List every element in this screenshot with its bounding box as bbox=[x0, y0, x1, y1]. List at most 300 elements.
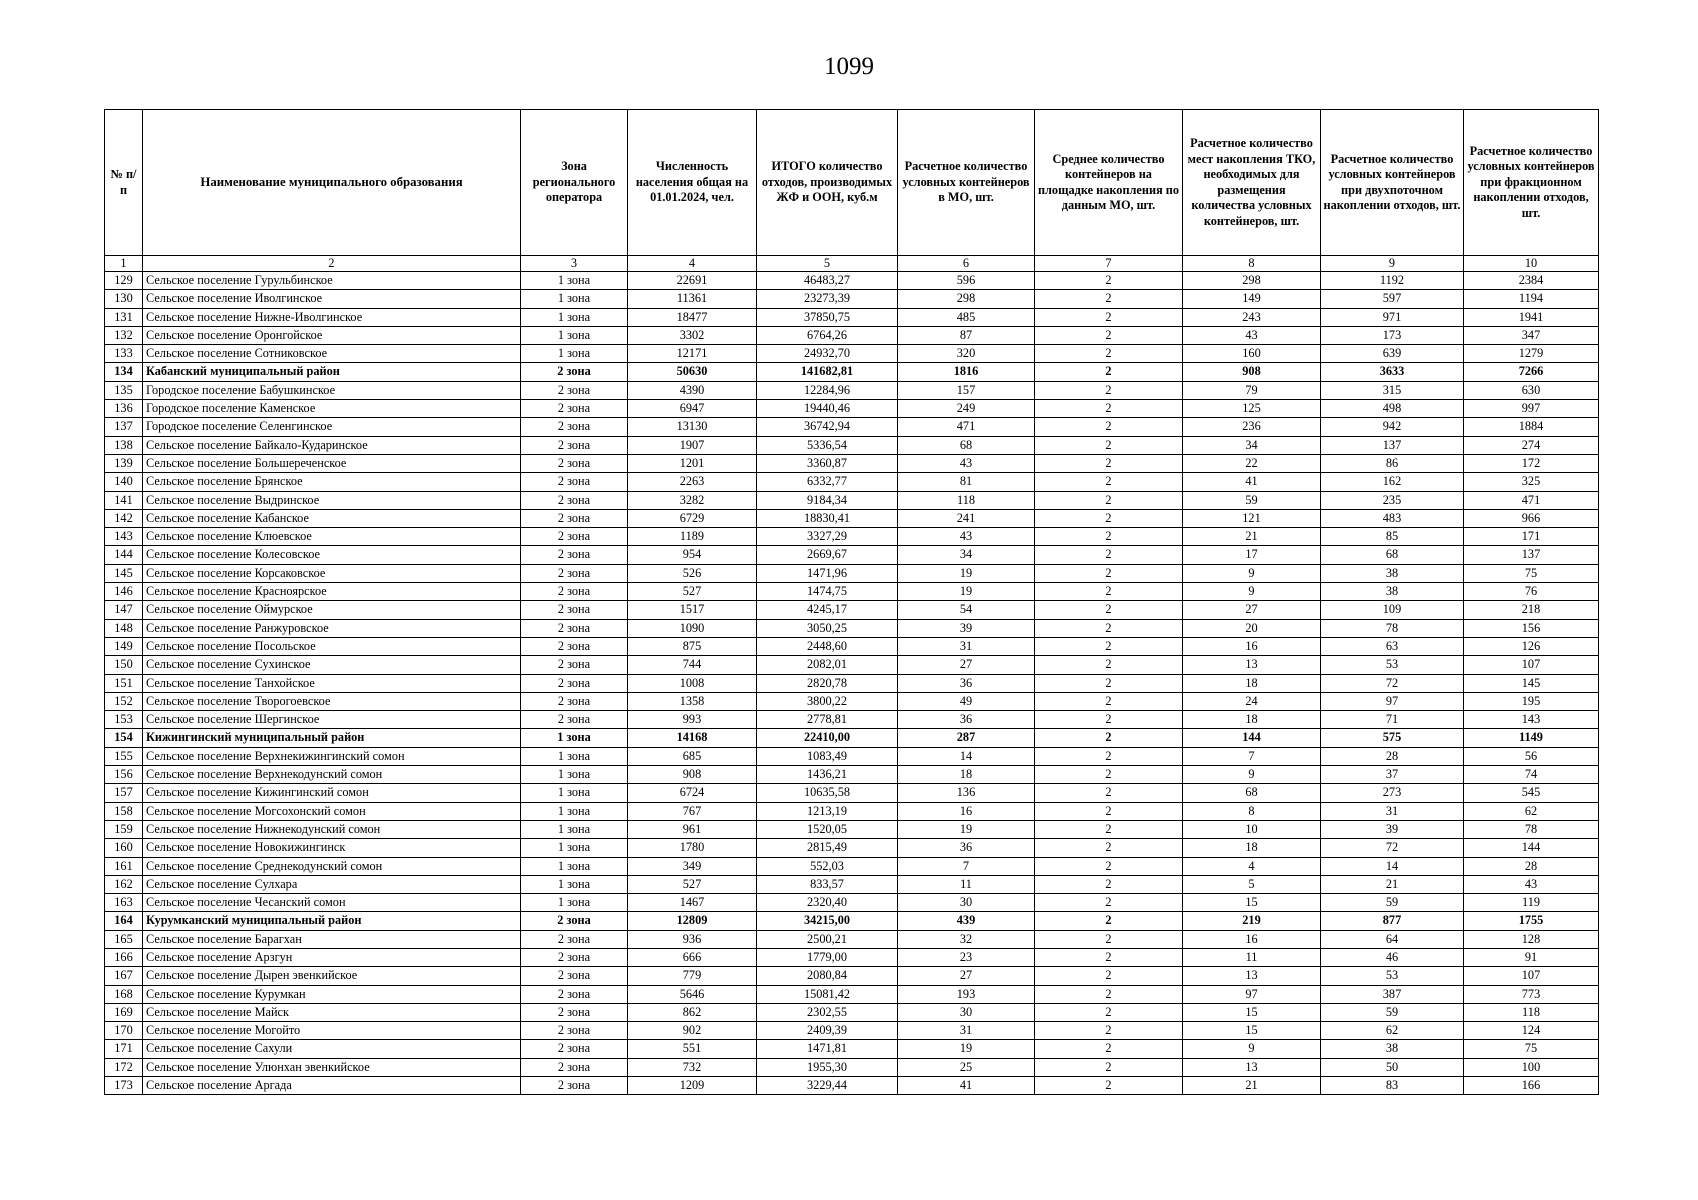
containers-estimated-cell: 87 bbox=[898, 326, 1035, 344]
table-row bbox=[105, 784, 1599, 802]
operator-zone-cell: 2 зона bbox=[521, 1077, 628, 1095]
containers-fractional-cell: 630 bbox=[1464, 381, 1599, 399]
municipality-name-cell: Сельское поселение Сухинское bbox=[143, 656, 521, 674]
total-waste-volume-cell: 23273,39 bbox=[757, 290, 898, 308]
containers-two-stream-cell: 85 bbox=[1321, 528, 1464, 546]
avg-containers-per-site-cell: 2 bbox=[1035, 930, 1183, 948]
municipality-name-cell: Сельское поселение Новокижингинск bbox=[143, 839, 521, 857]
operator-zone-cell: 2 зона bbox=[521, 656, 628, 674]
collection-sites-cell: 41 bbox=[1183, 473, 1321, 491]
containers-two-stream-cell: 498 bbox=[1321, 400, 1464, 418]
municipality-name-cell: Сельское поселение Нижне-Иволгинское bbox=[143, 308, 521, 326]
avg-containers-per-site-cell: 2 bbox=[1035, 729, 1183, 747]
avg-containers-per-site-cell: 2 bbox=[1035, 1040, 1183, 1058]
municipality-name-cell: Сельское поселение Нижнекодунский сомон bbox=[143, 820, 521, 838]
containers-fractional-cell: 126 bbox=[1464, 637, 1599, 655]
table-row bbox=[105, 473, 1599, 491]
containers-estimated-cell: 68 bbox=[898, 436, 1035, 454]
population-cell: 349 bbox=[628, 857, 757, 875]
containers-estimated-cell: 298 bbox=[898, 290, 1035, 308]
population-cell: 12171 bbox=[628, 345, 757, 363]
row-number-cell: 157 bbox=[105, 784, 143, 802]
municipality-name-cell: Сельское поселение Могсохонский сомон bbox=[143, 802, 521, 820]
containers-fractional-cell: 124 bbox=[1464, 1022, 1599, 1040]
collection-sites-cell: 149 bbox=[1183, 290, 1321, 308]
municipality-name-cell: Сельское поселение Барагхан bbox=[143, 930, 521, 948]
header-operator-zone: Зона регионального оператора bbox=[521, 110, 628, 256]
municipality-name-cell: Сельское поселение Иволгинское bbox=[143, 290, 521, 308]
total-waste-volume-cell: 3050,25 bbox=[757, 619, 898, 637]
row-number-cell: 170 bbox=[105, 1022, 143, 1040]
containers-fractional-cell: 1194 bbox=[1464, 290, 1599, 308]
collection-sites-cell: 15 bbox=[1183, 1003, 1321, 1021]
row-number-cell: 142 bbox=[105, 509, 143, 527]
population-cell: 12809 bbox=[628, 912, 757, 930]
operator-zone-cell: 2 зона bbox=[521, 491, 628, 509]
row-number-cell: 155 bbox=[105, 747, 143, 765]
containers-estimated-cell: 118 bbox=[898, 491, 1035, 509]
total-waste-volume-cell: 15081,42 bbox=[757, 985, 898, 1003]
population-cell: 1090 bbox=[628, 619, 757, 637]
table-row bbox=[105, 1058, 1599, 1076]
containers-estimated-cell: 249 bbox=[898, 400, 1035, 418]
municipality-name-cell: Сельское поселение Верхнекодунский сомон bbox=[143, 766, 521, 784]
containers-estimated-cell: 36 bbox=[898, 674, 1035, 692]
containers-two-stream-cell: 83 bbox=[1321, 1077, 1464, 1095]
containers-fractional-cell: 118 bbox=[1464, 1003, 1599, 1021]
row-number-cell: 152 bbox=[105, 692, 143, 710]
avg-containers-per-site-cell: 2 bbox=[1035, 400, 1183, 418]
total-waste-volume-cell: 2820,78 bbox=[757, 674, 898, 692]
column-number: 5 bbox=[757, 256, 898, 272]
table-row bbox=[105, 272, 1599, 290]
avg-containers-per-site-cell: 2 bbox=[1035, 1058, 1183, 1076]
municipality-name-cell: Городское поселение Каменское bbox=[143, 400, 521, 418]
row-number-cell: 147 bbox=[105, 601, 143, 619]
population-cell: 6729 bbox=[628, 509, 757, 527]
row-number-cell: 134 bbox=[105, 363, 143, 381]
municipality-name-cell: Сельское поселение Кижингинский сомон bbox=[143, 784, 521, 802]
table-body bbox=[105, 272, 1599, 1095]
operator-zone-cell: 2 зона bbox=[521, 1022, 628, 1040]
municipality-name-cell: Сельское поселение Улюнхан эвенкийское bbox=[143, 1058, 521, 1076]
avg-containers-per-site-cell: 2 bbox=[1035, 491, 1183, 509]
collection-sites-cell: 298 bbox=[1183, 272, 1321, 290]
operator-zone-cell: 1 зона bbox=[521, 345, 628, 363]
containers-fractional-cell: 166 bbox=[1464, 1077, 1599, 1095]
population-cell: 18477 bbox=[628, 308, 757, 326]
header-containers-fractional: Расчетное количество условных контейнеров при фракционном накоплении отходов, шт. bbox=[1464, 110, 1599, 256]
population-cell: 5646 bbox=[628, 985, 757, 1003]
municipality-name-cell: Сельское поселение Танхойское bbox=[143, 674, 521, 692]
operator-zone-cell: 2 зона bbox=[521, 509, 628, 527]
operator-zone-cell: 2 зона bbox=[521, 619, 628, 637]
column-number: 9 bbox=[1321, 256, 1464, 272]
avg-containers-per-site-cell: 2 bbox=[1035, 473, 1183, 491]
row-number-cell: 169 bbox=[105, 1003, 143, 1021]
containers-estimated-cell: 31 bbox=[898, 1022, 1035, 1040]
avg-containers-per-site-cell: 2 bbox=[1035, 436, 1183, 454]
population-cell: 6947 bbox=[628, 400, 757, 418]
total-waste-volume-cell: 46483,27 bbox=[757, 272, 898, 290]
row-number-cell: 150 bbox=[105, 656, 143, 674]
avg-containers-per-site-cell: 2 bbox=[1035, 912, 1183, 930]
page-number: 1099 bbox=[824, 53, 874, 80]
containers-fractional-cell: 143 bbox=[1464, 711, 1599, 729]
municipality-name-cell: Сельское поселение Курумкан bbox=[143, 985, 521, 1003]
collection-sites-cell: 15 bbox=[1183, 894, 1321, 912]
column-number: 8 bbox=[1183, 256, 1321, 272]
municipality-name-cell: Кабанский муниципальный район bbox=[143, 363, 521, 381]
containers-fractional-cell: 2384 bbox=[1464, 272, 1599, 290]
table-row bbox=[105, 711, 1599, 729]
municipality-name-cell: Сельское поселение Сотниковское bbox=[143, 345, 521, 363]
containers-fractional-cell: 1755 bbox=[1464, 912, 1599, 930]
row-number-cell: 156 bbox=[105, 766, 143, 784]
total-waste-volume-cell: 9184,34 bbox=[757, 491, 898, 509]
population-cell: 1780 bbox=[628, 839, 757, 857]
containers-two-stream-cell: 235 bbox=[1321, 491, 1464, 509]
containers-fractional-cell: 966 bbox=[1464, 509, 1599, 527]
containers-fractional-cell: 75 bbox=[1464, 1040, 1599, 1058]
containers-fractional-cell: 128 bbox=[1464, 930, 1599, 948]
municipality-name-cell: Сельское поселение Гурульбинское bbox=[143, 272, 521, 290]
population-cell: 4390 bbox=[628, 381, 757, 399]
avg-containers-per-site-cell: 2 bbox=[1035, 345, 1183, 363]
municipality-name-cell: Сельское поселение Красноярское bbox=[143, 583, 521, 601]
table-row bbox=[105, 1022, 1599, 1040]
containers-estimated-cell: 19 bbox=[898, 564, 1035, 582]
municipality-name-cell: Сельское поселение Могойто bbox=[143, 1022, 521, 1040]
total-waste-volume-cell: 2669,67 bbox=[757, 546, 898, 564]
row-number-cell: 143 bbox=[105, 528, 143, 546]
table-row bbox=[105, 1003, 1599, 1021]
population-cell: 961 bbox=[628, 820, 757, 838]
row-number-cell: 136 bbox=[105, 400, 143, 418]
avg-containers-per-site-cell: 2 bbox=[1035, 418, 1183, 436]
containers-estimated-cell: 43 bbox=[898, 454, 1035, 472]
table-row bbox=[105, 766, 1599, 784]
operator-zone-cell: 1 зона bbox=[521, 290, 628, 308]
avg-containers-per-site-cell: 2 bbox=[1035, 894, 1183, 912]
population-cell: 779 bbox=[628, 967, 757, 985]
table-row bbox=[105, 894, 1599, 912]
row-number-cell: 168 bbox=[105, 985, 143, 1003]
collection-sites-cell: 24 bbox=[1183, 692, 1321, 710]
row-number-cell: 132 bbox=[105, 326, 143, 344]
row-number-cell: 171 bbox=[105, 1040, 143, 1058]
containers-estimated-cell: 27 bbox=[898, 656, 1035, 674]
operator-zone-cell: 1 зона bbox=[521, 839, 628, 857]
containers-two-stream-cell: 162 bbox=[1321, 473, 1464, 491]
header-containers-estimated: Расчетное количество условных контейнеров в МО, шт. bbox=[898, 110, 1035, 256]
containers-two-stream-cell: 37 bbox=[1321, 766, 1464, 784]
containers-two-stream-cell: 38 bbox=[1321, 564, 1464, 582]
collection-sites-cell: 21 bbox=[1183, 528, 1321, 546]
collection-sites-cell: 43 bbox=[1183, 326, 1321, 344]
collection-sites-cell: 9 bbox=[1183, 1040, 1321, 1058]
containers-two-stream-cell: 315 bbox=[1321, 381, 1464, 399]
row-number-cell: 165 bbox=[105, 930, 143, 948]
population-cell: 3302 bbox=[628, 326, 757, 344]
operator-zone-cell: 1 зона bbox=[521, 272, 628, 290]
population-cell: 14168 bbox=[628, 729, 757, 747]
table-row bbox=[105, 857, 1599, 875]
containers-two-stream-cell: 273 bbox=[1321, 784, 1464, 802]
table-row bbox=[105, 802, 1599, 820]
row-number-cell: 141 bbox=[105, 491, 143, 509]
avg-containers-per-site-cell: 2 bbox=[1035, 528, 1183, 546]
column-number: 3 bbox=[521, 256, 628, 272]
containers-estimated-cell: 16 bbox=[898, 802, 1035, 820]
operator-zone-cell: 2 зона bbox=[521, 528, 628, 546]
total-waste-volume-cell: 22410,00 bbox=[757, 729, 898, 747]
collection-sites-cell: 18 bbox=[1183, 839, 1321, 857]
table-row bbox=[105, 601, 1599, 619]
containers-two-stream-cell: 877 bbox=[1321, 912, 1464, 930]
containers-fractional-cell: 218 bbox=[1464, 601, 1599, 619]
municipality-name-cell: Сельское поселение Ранжуровское bbox=[143, 619, 521, 637]
total-waste-volume-cell: 24932,70 bbox=[757, 345, 898, 363]
header-collection-sites: Расчетное количество мест накопления ТКО, необходимых для размещения количества условных контейнеров, шт. bbox=[1183, 110, 1321, 256]
containers-estimated-cell: 320 bbox=[898, 345, 1035, 363]
operator-zone-cell: 1 зона bbox=[521, 894, 628, 912]
operator-zone-cell: 2 зона bbox=[521, 912, 628, 930]
avg-containers-per-site-cell: 2 bbox=[1035, 1003, 1183, 1021]
municipality-name-cell: Городское поселение Селенгинское bbox=[143, 418, 521, 436]
population-cell: 527 bbox=[628, 583, 757, 601]
municipality-name-cell: Сельское поселение Оймурское bbox=[143, 601, 521, 619]
containers-two-stream-cell: 483 bbox=[1321, 509, 1464, 527]
containers-two-stream-cell: 597 bbox=[1321, 290, 1464, 308]
row-number-cell: 131 bbox=[105, 308, 143, 326]
containers-estimated-cell: 39 bbox=[898, 619, 1035, 637]
containers-fractional-cell: 43 bbox=[1464, 875, 1599, 893]
total-waste-volume-cell: 2778,81 bbox=[757, 711, 898, 729]
collection-sites-cell: 13 bbox=[1183, 967, 1321, 985]
containers-estimated-cell: 30 bbox=[898, 1003, 1035, 1021]
containers-two-stream-cell: 46 bbox=[1321, 948, 1464, 966]
total-waste-volume-cell: 18830,41 bbox=[757, 509, 898, 527]
collection-sites-cell: 22 bbox=[1183, 454, 1321, 472]
containers-estimated-cell: 18 bbox=[898, 766, 1035, 784]
row-number-cell: 139 bbox=[105, 454, 143, 472]
containers-estimated-cell: 439 bbox=[898, 912, 1035, 930]
operator-zone-cell: 2 зона bbox=[521, 564, 628, 582]
containers-two-stream-cell: 53 bbox=[1321, 656, 1464, 674]
operator-zone-cell: 2 зона bbox=[521, 1003, 628, 1021]
municipality-name-cell: Сельское поселение Чесанский сомон bbox=[143, 894, 521, 912]
containers-fractional-cell: 1941 bbox=[1464, 308, 1599, 326]
population-cell: 527 bbox=[628, 875, 757, 893]
total-waste-volume-cell: 552,03 bbox=[757, 857, 898, 875]
containers-estimated-cell: 596 bbox=[898, 272, 1035, 290]
total-waste-volume-cell: 1520,05 bbox=[757, 820, 898, 838]
row-number-cell: 153 bbox=[105, 711, 143, 729]
containers-estimated-cell: 1816 bbox=[898, 363, 1035, 381]
avg-containers-per-site-cell: 2 bbox=[1035, 564, 1183, 582]
containers-two-stream-cell: 62 bbox=[1321, 1022, 1464, 1040]
containers-estimated-cell: 36 bbox=[898, 839, 1035, 857]
population-cell: 551 bbox=[628, 1040, 757, 1058]
municipality-name-cell: Сельское поселение Сулхара bbox=[143, 875, 521, 893]
header-number: № п/п bbox=[105, 110, 143, 256]
table-row bbox=[105, 692, 1599, 710]
population-cell: 666 bbox=[628, 948, 757, 966]
total-waste-volume-cell: 2815,49 bbox=[757, 839, 898, 857]
containers-two-stream-cell: 942 bbox=[1321, 418, 1464, 436]
containers-fractional-cell: 75 bbox=[1464, 564, 1599, 582]
total-waste-volume-cell: 833,57 bbox=[757, 875, 898, 893]
avg-containers-per-site-cell: 2 bbox=[1035, 619, 1183, 637]
population-cell: 1517 bbox=[628, 601, 757, 619]
table-row bbox=[105, 875, 1599, 893]
population-cell: 13130 bbox=[628, 418, 757, 436]
row-number-cell: 159 bbox=[105, 820, 143, 838]
row-number-cell: 151 bbox=[105, 674, 143, 692]
containers-estimated-cell: 19 bbox=[898, 820, 1035, 838]
collection-sites-cell: 121 bbox=[1183, 509, 1321, 527]
table-header-row bbox=[105, 110, 1599, 256]
containers-estimated-cell: 136 bbox=[898, 784, 1035, 802]
containers-estimated-cell: 31 bbox=[898, 637, 1035, 655]
total-waste-volume-cell: 5336,54 bbox=[757, 436, 898, 454]
population-cell: 1358 bbox=[628, 692, 757, 710]
containers-two-stream-cell: 72 bbox=[1321, 839, 1464, 857]
table-row bbox=[105, 948, 1599, 966]
population-cell: 50630 bbox=[628, 363, 757, 381]
containers-estimated-cell: 32 bbox=[898, 930, 1035, 948]
collection-sites-cell: 125 bbox=[1183, 400, 1321, 418]
collection-sites-cell: 16 bbox=[1183, 930, 1321, 948]
table-row bbox=[105, 454, 1599, 472]
total-waste-volume-cell: 2448,60 bbox=[757, 637, 898, 655]
total-waste-volume-cell: 19440,46 bbox=[757, 400, 898, 418]
column-number: 7 bbox=[1035, 256, 1183, 272]
containers-two-stream-cell: 53 bbox=[1321, 967, 1464, 985]
containers-estimated-cell: 241 bbox=[898, 509, 1035, 527]
avg-containers-per-site-cell: 2 bbox=[1035, 711, 1183, 729]
row-number-cell: 145 bbox=[105, 564, 143, 582]
table-row bbox=[105, 637, 1599, 655]
operator-zone-cell: 2 зона bbox=[521, 692, 628, 710]
containers-two-stream-cell: 639 bbox=[1321, 345, 1464, 363]
row-number-cell: 138 bbox=[105, 436, 143, 454]
operator-zone-cell: 2 зона bbox=[521, 967, 628, 985]
operator-zone-cell: 1 зона bbox=[521, 766, 628, 784]
containers-estimated-cell: 25 bbox=[898, 1058, 1035, 1076]
collection-sites-cell: 8 bbox=[1183, 802, 1321, 820]
containers-two-stream-cell: 38 bbox=[1321, 1040, 1464, 1058]
containers-fractional-cell: 545 bbox=[1464, 784, 1599, 802]
containers-estimated-cell: 34 bbox=[898, 546, 1035, 564]
containers-two-stream-cell: 64 bbox=[1321, 930, 1464, 948]
total-waste-volume-cell: 2320,40 bbox=[757, 894, 898, 912]
collection-sites-cell: 908 bbox=[1183, 363, 1321, 381]
municipality-name-cell: Сельское поселение Оронгойское bbox=[143, 326, 521, 344]
municipality-name-cell: Сельское поселение Большереченское bbox=[143, 454, 521, 472]
containers-fractional-cell: 78 bbox=[1464, 820, 1599, 838]
containers-fractional-cell: 144 bbox=[1464, 839, 1599, 857]
population-cell: 993 bbox=[628, 711, 757, 729]
operator-zone-cell: 2 зона bbox=[521, 1040, 628, 1058]
total-waste-volume-cell: 2302,55 bbox=[757, 1003, 898, 1021]
total-waste-volume-cell: 141682,81 bbox=[757, 363, 898, 381]
total-waste-volume-cell: 12284,96 bbox=[757, 381, 898, 399]
containers-two-stream-cell: 137 bbox=[1321, 436, 1464, 454]
collection-sites-cell: 9 bbox=[1183, 583, 1321, 601]
municipality-name-cell: Сельское поселение Арзгун bbox=[143, 948, 521, 966]
avg-containers-per-site-cell: 2 bbox=[1035, 1077, 1183, 1095]
waste-containers-table bbox=[104, 109, 1599, 1095]
row-number-cell: 140 bbox=[105, 473, 143, 491]
containers-fractional-cell: 119 bbox=[1464, 894, 1599, 912]
municipality-name-cell: Сельское поселение Сахули bbox=[143, 1040, 521, 1058]
avg-containers-per-site-cell: 2 bbox=[1035, 766, 1183, 784]
avg-containers-per-site-cell: 2 bbox=[1035, 546, 1183, 564]
containers-estimated-cell: 485 bbox=[898, 308, 1035, 326]
containers-fractional-cell: 195 bbox=[1464, 692, 1599, 710]
containers-two-stream-cell: 63 bbox=[1321, 637, 1464, 655]
population-cell: 685 bbox=[628, 747, 757, 765]
avg-containers-per-site-cell: 2 bbox=[1035, 290, 1183, 308]
municipality-name-cell: Сельское поселение Среднекодунский сомон bbox=[143, 857, 521, 875]
operator-zone-cell: 2 зона bbox=[521, 637, 628, 655]
population-cell: 908 bbox=[628, 766, 757, 784]
column-number: 4 bbox=[628, 256, 757, 272]
containers-estimated-cell: 54 bbox=[898, 601, 1035, 619]
operator-zone-cell: 1 зона bbox=[521, 875, 628, 893]
collection-sites-cell: 160 bbox=[1183, 345, 1321, 363]
row-number-cell: 166 bbox=[105, 948, 143, 966]
population-cell: 954 bbox=[628, 546, 757, 564]
operator-zone-cell: 2 зона bbox=[521, 711, 628, 729]
containers-estimated-cell: 23 bbox=[898, 948, 1035, 966]
collection-sites-cell: 18 bbox=[1183, 674, 1321, 692]
collection-sites-cell: 15 bbox=[1183, 1022, 1321, 1040]
avg-containers-per-site-cell: 2 bbox=[1035, 802, 1183, 820]
collection-sites-cell: 7 bbox=[1183, 747, 1321, 765]
header-total-waste: ИТОГО количество отходов, производимых ЖФ и ООН, куб.м bbox=[757, 110, 898, 256]
total-waste-volume-cell: 6764,26 bbox=[757, 326, 898, 344]
containers-fractional-cell: 107 bbox=[1464, 967, 1599, 985]
collection-sites-cell: 21 bbox=[1183, 1077, 1321, 1095]
table-row bbox=[105, 418, 1599, 436]
table-row bbox=[105, 528, 1599, 546]
population-cell: 744 bbox=[628, 656, 757, 674]
operator-zone-cell: 2 зона bbox=[521, 436, 628, 454]
collection-sites-cell: 20 bbox=[1183, 619, 1321, 637]
total-waste-volume-cell: 4245,17 bbox=[757, 601, 898, 619]
row-number-cell: 163 bbox=[105, 894, 143, 912]
containers-estimated-cell: 11 bbox=[898, 875, 1035, 893]
avg-containers-per-site-cell: 2 bbox=[1035, 857, 1183, 875]
operator-zone-cell: 1 зона bbox=[521, 308, 628, 326]
collection-sites-cell: 16 bbox=[1183, 637, 1321, 655]
table-row bbox=[105, 985, 1599, 1003]
containers-fractional-cell: 997 bbox=[1464, 400, 1599, 418]
avg-containers-per-site-cell: 2 bbox=[1035, 875, 1183, 893]
avg-containers-per-site-cell: 2 bbox=[1035, 656, 1183, 674]
operator-zone-cell: 2 зона bbox=[521, 454, 628, 472]
municipality-name-cell: Сельское поселение Корсаковское bbox=[143, 564, 521, 582]
population-cell: 22691 bbox=[628, 272, 757, 290]
containers-two-stream-cell: 109 bbox=[1321, 601, 1464, 619]
avg-containers-per-site-cell: 2 bbox=[1035, 692, 1183, 710]
collection-sites-cell: 11 bbox=[1183, 948, 1321, 966]
avg-containers-per-site-cell: 2 bbox=[1035, 820, 1183, 838]
collection-sites-cell: 34 bbox=[1183, 436, 1321, 454]
